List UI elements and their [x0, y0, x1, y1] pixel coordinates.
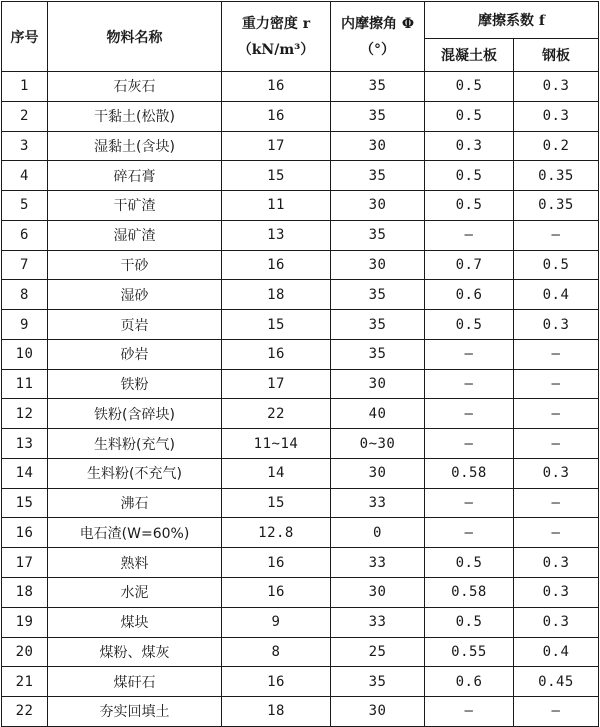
row-friction-steel: — — [514, 369, 599, 399]
row-friction-steel: 0.3 — [514, 607, 599, 637]
header-density-line2: （kN/m³） — [237, 41, 315, 58]
row-friction-steel: 0.3 — [514, 578, 599, 608]
row-friction-angle: 35 — [331, 667, 425, 697]
row-density: 18 — [222, 697, 331, 727]
header-friction-steel: 钢板 — [514, 39, 599, 72]
table-row — [2, 369, 599, 399]
row-material-name: 湿矿渣 — [48, 220, 222, 250]
row-material-name: 水泥 — [48, 578, 222, 608]
row-friction-angle: 35 — [331, 339, 425, 369]
row-friction-angle: 30 — [331, 250, 425, 280]
row-density: 17 — [222, 369, 331, 399]
row-friction-steel: 0.35 — [514, 191, 599, 221]
row-material-name: 煤矸石 — [48, 667, 222, 697]
row-friction-angle: 30 — [331, 458, 425, 488]
row-friction-concrete: 0.55 — [425, 637, 514, 667]
row-index: 1 — [2, 72, 48, 102]
row-friction-angle: 30 — [331, 131, 425, 161]
row-density: 8 — [222, 637, 331, 667]
row-friction-steel: — — [514, 429, 599, 459]
row-friction-angle: 35 — [331, 101, 425, 131]
row-friction-steel: 0.3 — [514, 101, 599, 131]
table-row — [2, 607, 599, 637]
row-density: 16 — [222, 101, 331, 131]
table-row — [2, 310, 599, 340]
row-index: 4 — [2, 161, 48, 191]
header-index: 序号 — [2, 2, 48, 72]
row-friction-concrete: 0.58 — [425, 458, 514, 488]
row-density: 15 — [222, 310, 331, 340]
row-friction-angle: 35 — [331, 220, 425, 250]
row-friction-angle: 25 — [331, 637, 425, 667]
row-friction-angle: 0 — [331, 518, 425, 548]
material-properties-table — [1, 1, 599, 727]
header-friction-concrete: 混凝土板 — [425, 39, 514, 72]
row-density: 16 — [222, 667, 331, 697]
row-density: 13 — [222, 220, 331, 250]
row-density: 16 — [222, 339, 331, 369]
row-friction-steel: — — [514, 697, 599, 727]
table-row — [2, 518, 599, 548]
row-index: 22 — [2, 697, 48, 727]
row-friction-concrete: 0.5 — [425, 548, 514, 578]
row-density: 11 — [222, 191, 331, 221]
row-friction-concrete: 0.58 — [425, 578, 514, 608]
row-friction-angle: 30 — [331, 697, 425, 727]
row-material-name: 干黏土(松散) — [48, 101, 222, 131]
row-material-name: 熟料 — [48, 548, 222, 578]
header-friction-group: 摩擦系数 f — [425, 2, 599, 39]
row-friction-steel: 0.3 — [514, 458, 599, 488]
row-index: 10 — [2, 339, 48, 369]
table-row — [2, 220, 599, 250]
row-material-name: 干砂 — [48, 250, 222, 280]
header-angle-line1: 内摩擦角 Φ — [340, 15, 415, 32]
row-material-name: 铁粉 — [48, 369, 222, 399]
row-material-name: 生料粉(不充气) — [48, 458, 222, 488]
row-index: 3 — [2, 131, 48, 161]
row-friction-steel: 0.4 — [514, 280, 599, 310]
row-friction-steel: — — [514, 220, 599, 250]
header-angle-line2: （°） — [360, 41, 395, 58]
row-friction-steel: 0.3 — [514, 548, 599, 578]
row-friction-concrete: 0.5 — [425, 72, 514, 102]
row-index: 9 — [2, 310, 48, 340]
table-row — [2, 429, 599, 459]
row-friction-angle: 33 — [331, 548, 425, 578]
row-density: 12.8 — [222, 518, 331, 548]
header-density-line1: 重力密度 r — [241, 15, 311, 32]
row-friction-steel: 0.45 — [514, 667, 599, 697]
row-index: 20 — [2, 637, 48, 667]
table-row — [2, 637, 599, 667]
row-friction-angle: 30 — [331, 369, 425, 399]
row-index: 14 — [2, 458, 48, 488]
row-material-name: 夯实回填土 — [48, 697, 222, 727]
row-friction-concrete: — — [425, 697, 514, 727]
row-friction-concrete: — — [425, 399, 514, 429]
table-row — [2, 458, 599, 488]
row-friction-steel: 0.3 — [514, 310, 599, 340]
row-material-name: 页岩 — [48, 310, 222, 340]
table-row — [2, 548, 599, 578]
row-index: 2 — [2, 101, 48, 131]
row-density: 18 — [222, 280, 331, 310]
row-material-name: 干矿渣 — [48, 191, 222, 221]
row-friction-concrete: — — [425, 518, 514, 548]
row-friction-concrete: 0.5 — [425, 101, 514, 131]
row-friction-steel: — — [514, 518, 599, 548]
row-material-name: 煤粉、煤灰 — [48, 637, 222, 667]
row-friction-steel: 0.3 — [514, 72, 599, 102]
table-row — [2, 578, 599, 608]
row-friction-steel: 0.35 — [514, 161, 599, 191]
row-material-name: 电石渣(W=60%) — [48, 518, 222, 548]
table-row — [2, 101, 599, 131]
row-friction-concrete: 0.6 — [425, 667, 514, 697]
row-friction-angle: 0~30 — [331, 429, 425, 459]
row-material-name: 砂岩 — [48, 339, 222, 369]
row-density: 9 — [222, 607, 331, 637]
row-material-name: 铁粉(含碎块) — [48, 399, 222, 429]
row-friction-concrete: 0.5 — [425, 607, 514, 637]
row-density: 16 — [222, 578, 331, 608]
row-index: 19 — [2, 607, 48, 637]
row-friction-angle: 30 — [331, 578, 425, 608]
table-body — [2, 72, 599, 727]
row-density: 15 — [222, 161, 331, 191]
row-friction-concrete: 0.3 — [425, 131, 514, 161]
row-friction-angle: 33 — [331, 488, 425, 518]
row-index: 11 — [2, 369, 48, 399]
row-friction-concrete: 0.5 — [425, 310, 514, 340]
row-material-name: 碎石膏 — [48, 161, 222, 191]
row-density: 16 — [222, 72, 331, 102]
table-row — [2, 161, 599, 191]
row-material-name: 石灰石 — [48, 72, 222, 102]
row-friction-steel: 0.2 — [514, 131, 599, 161]
row-friction-angle: 30 — [331, 191, 425, 221]
row-material-name: 湿砂 — [48, 280, 222, 310]
row-friction-concrete: — — [425, 429, 514, 459]
row-friction-concrete: 0.5 — [425, 191, 514, 221]
row-index: 17 — [2, 548, 48, 578]
row-friction-concrete: — — [425, 339, 514, 369]
row-friction-steel: 0.4 — [514, 637, 599, 667]
row-density: 22 — [222, 399, 331, 429]
table-row — [2, 250, 599, 280]
row-friction-concrete: 0.6 — [425, 280, 514, 310]
row-density: 16 — [222, 548, 331, 578]
row-friction-angle: 40 — [331, 399, 425, 429]
header-density — [222, 2, 331, 72]
row-index: 16 — [2, 518, 48, 548]
row-density: 15 — [222, 488, 331, 518]
table-row — [2, 667, 599, 697]
header-angle — [331, 2, 425, 72]
table-row — [2, 72, 599, 102]
row-friction-concrete: — — [425, 369, 514, 399]
row-friction-steel: — — [514, 488, 599, 518]
row-index: 21 — [2, 667, 48, 697]
table-row — [2, 131, 599, 161]
row-friction-angle: 35 — [331, 310, 425, 340]
row-index: 6 — [2, 220, 48, 250]
row-material-name: 湿黏土(含块) — [48, 131, 222, 161]
row-friction-steel: — — [514, 399, 599, 429]
row-friction-steel: 0.5 — [514, 250, 599, 280]
row-index: 12 — [2, 399, 48, 429]
row-index: 5 — [2, 191, 48, 221]
row-friction-concrete: 0.5 — [425, 161, 514, 191]
table-row — [2, 280, 599, 310]
row-friction-angle: 33 — [331, 607, 425, 637]
row-friction-steel: — — [514, 339, 599, 369]
row-index: 18 — [2, 578, 48, 608]
row-friction-angle: 35 — [331, 280, 425, 310]
table-row — [2, 339, 599, 369]
table-row — [2, 488, 599, 518]
row-friction-angle: 35 — [331, 72, 425, 102]
row-friction-angle: 35 — [331, 161, 425, 191]
row-density: 14 — [222, 458, 331, 488]
row-index: 13 — [2, 429, 48, 459]
row-index: 7 — [2, 250, 48, 280]
header-name: 物料名称 — [48, 2, 222, 72]
row-index: 8 — [2, 280, 48, 310]
row-material-name: 煤块 — [48, 607, 222, 637]
row-density: 16 — [222, 250, 331, 280]
row-index: 15 — [2, 488, 48, 518]
row-density: 11~14 — [222, 429, 331, 459]
row-material-name: 生料粉(充气) — [48, 429, 222, 459]
row-material-name: 沸石 — [48, 488, 222, 518]
row-friction-concrete: 0.7 — [425, 250, 514, 280]
table-row — [2, 399, 599, 429]
row-density: 17 — [222, 131, 331, 161]
row-friction-concrete: — — [425, 220, 514, 250]
table-row — [2, 697, 599, 727]
row-friction-concrete: — — [425, 488, 514, 518]
table-row — [2, 191, 599, 221]
